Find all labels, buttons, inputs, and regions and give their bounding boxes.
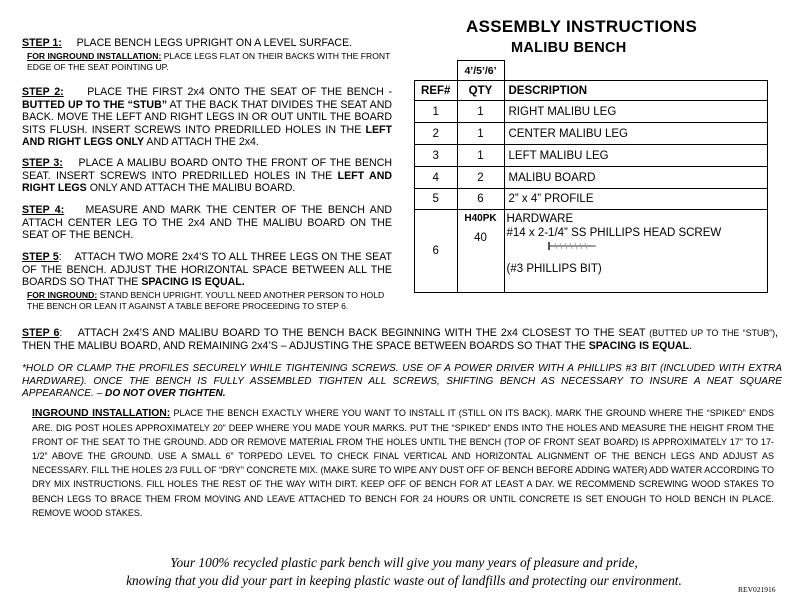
step-5-bold-1: SPACING IS EQUAL. xyxy=(141,276,245,289)
step-3-text-1: PLACE A MALIBU BOARD ONTO THE FRONT OF THE BENCH SEAT. INSERT SCREWS INTO PREDRILLED HOLES IN THE xyxy=(22,157,392,182)
step-5-note-text: STAND BENCH UPRIGHT. YOU’LL NEED ANOTHER PERSON TO HOLD THE BENCH OR LEAN IT AGAINST A TABLE BEFORE PROCEEDING TO STEP 6. xyxy=(27,289,385,312)
hardware-row xyxy=(415,210,768,293)
step-1-text: PLACE BENCH LEGS UPRIGHT ON A LEVEL SURFACE. xyxy=(76,37,353,49)
document-subtitle: MALIBU BENCH xyxy=(511,40,627,56)
inground-text: PLACE THE BENCH EXACTLY WHERE YOU WANT TO INSTALL IT (STILL ON ITS BACK). MARK THE GROUND WHERE THE “SPIKED” ENDS ARE. DIG POST HOLES APPROXIMATELY 20” DEEP WHERE YOU MADE YOUR MARKS. PUT THE “SPIKED” ENDS INTO THE HOLES AND MEASURE THE HEIGHT FROM THE FRONT OF THE SEAT TO THE GROUND. ADD OR REMOVE MATERIAL FROM THE HOLES UNTIL THE BENCH (TOP OF FRONT SEAT BOARD) IS APPROXIMATELY 17” TO 17-1/2” ABOVE THE GROUND. USE A SMALL 6” TORPEDO LEVEL TO CHECK FINAL VERTICAL AND HORIZONTAL ALIGNMENT OF THE BENCH LEGS AND ADJUST AS NECESSARY. FILL THE HOLES 2/3 FULL OF “DRY” CONCRETE MIX. (MAKE SURE TO WIPE ANY DUST OFF OF BENCH BEFORE ADDING WATER) ADD WATER ACCORDING TO DRY MIX INSTRUCTIONS. FILL HOLES THE REST OF THE WAY WITH DIRT. KEEP OFF OF BENCH FOR AT LEAST A DAY. WE RECOMMEND SCREWING WOOD STAKES TO BENCH LEGS TO BRACE THEM FROM MOVING AND LEAVE ATTACHED TO BENCH FOR 24 HOURS OR UNTIL CONCRETE IS SET ENOUGH TO HOLD BENCH IN PLACE. REMOVE WOOD STAKES. xyxy=(32,408,774,518)
hardware-desc-cell xyxy=(504,210,768,293)
step-3-bold-1: LEFT AND RIGHT LEGS xyxy=(22,169,393,195)
hardware-qty-cell xyxy=(457,210,504,293)
document-title: ASSEMBLY INSTRUCTIONS xyxy=(466,17,698,36)
revision-code: REV021916 xyxy=(738,585,776,594)
step-6 xyxy=(22,327,778,353)
step-6-text-2: , THEN THE MALIBU BOARD, AND REMAINING 2x4’S – ADJUSTING THE SPACE BETWEEN BOARDS SO THAT THE xyxy=(22,327,778,352)
desc-cell: MALIBU BOARD xyxy=(504,167,768,189)
qty-cell: 1 xyxy=(457,123,504,145)
step-6-text-1: ATTACH 2x4’S AND MALIBU BOARD TO THE BENCH BACK BEGINNING WITH THE 2x4 CLOSEST TO THE SEAT xyxy=(77,327,650,339)
step-6-text-3: . xyxy=(689,340,693,352)
qty-cell: 1 xyxy=(457,101,504,123)
step-6-bold: SPACING IS EQUAL xyxy=(588,340,690,352)
size-header: 4’/5’/6’ xyxy=(457,61,504,81)
ref-cell: 1 xyxy=(415,101,458,123)
screw-icon xyxy=(547,239,764,257)
notice-text: *HOLD OR CLAMP THE PROFILES SECURELY WHILE TIGHTENING SCREWS. USE OF A POWER DRIVER WITH A PHILLIPS #3 BIT (INCLUDED WITH EXTRA HARDWARE). ONCE THE BENCH IS FULLY ASSEMBLED TIGHTEN ALL SCREWS, SHIFTING BENCH AS NECESSARY TO INSURE A NEAT SQUARE APPEARANCE. – xyxy=(22,363,782,399)
table-row xyxy=(415,123,768,145)
desc-cell: RIGHT MALIBU LEG xyxy=(504,101,768,123)
desc-header: DESCRIPTION xyxy=(504,81,768,101)
step-2-text-2: AT THE BACK THAT DIVIDES THE SEAT AND BACK. MOVE THE LEFT AND RIGHT LEGS IN OR OUT UNTIL THE BOARD SITS FLUSH. INSERT SCREWS INTO PREDRILLED HOLES IN THE xyxy=(22,98,392,136)
step-1-note-label: FOR INGROUND INSTALLATION: xyxy=(27,50,162,61)
step-2-label: STEP 2: xyxy=(22,86,64,98)
tightening-notice xyxy=(22,363,782,401)
footer-line-1: Your 100% recycled plastic park bench will give you many years of pleasure and pride, xyxy=(170,555,638,570)
step-4-label: STEP 4: xyxy=(22,204,65,216)
hardware-screw: #14 x 2-1/4” SS PHILLIPS HEAD SCREW xyxy=(506,227,722,239)
hardware-code: H40PK xyxy=(464,213,497,224)
step-2-text-1: PLACE THE FIRST 2x4 ONTO THE SEAT OF THE BENCH - xyxy=(87,86,393,98)
ref-cell: 3 xyxy=(415,145,458,167)
inground-installation xyxy=(32,406,774,520)
hardware-title: HARDWARE xyxy=(506,213,574,225)
step-3-label: STEP 3: xyxy=(22,157,63,169)
table-row xyxy=(415,145,768,167)
table-row xyxy=(415,101,768,123)
inground-label: INGROUND INSTALLATION: xyxy=(32,408,171,419)
step-4 xyxy=(22,204,392,242)
qty-cell: 2 xyxy=(457,167,504,189)
step-6-colon: : xyxy=(59,327,63,339)
desc-cell: LEFT MALIBU LEG xyxy=(504,145,768,167)
hardware-bit: (#3 PHILLIPS BIT) xyxy=(506,263,602,275)
step-3-text-2: ONLY AND ATTACH THE MALIBU BOARD. xyxy=(86,182,296,195)
parts-table xyxy=(414,60,768,293)
blank-top xyxy=(504,61,768,81)
qty-header: QTY xyxy=(457,81,504,101)
step-5 xyxy=(22,251,392,313)
desc-cell: 2” x 4” PROFILE xyxy=(504,189,768,210)
step-5-label: STEP 5 xyxy=(22,251,59,263)
step-2 xyxy=(22,86,392,149)
ref-cell: 6 xyxy=(415,210,458,293)
ref-cell: 5 xyxy=(415,189,458,210)
step-4-text: MEASURE AND MARK THE CENTER OF THE BENCH AND ATTACH CENTER LEG TO THE 2x4 AND THE MALIBU BOARD ON THE SEAT OF THE BENCH. xyxy=(22,204,393,242)
step-1-note-text: PLACE LEGS FLAT ON THEIR BACKS WITH THE FRONT EDGE OF THE SEAT POINTING UP. xyxy=(27,50,391,73)
qty-cell: 6 xyxy=(457,189,504,210)
step-2-bold-1: BUTTED UP TO THE “STUB” xyxy=(22,98,168,111)
step-6-label: STEP 6 xyxy=(22,327,60,339)
step-2-text-3: AND ATTACH THE 2x4. xyxy=(144,136,259,149)
blank-corner xyxy=(415,61,458,81)
step-2-bold-2: LEFT AND RIGHT LEGS ONLY xyxy=(22,123,392,149)
table-row xyxy=(415,189,768,210)
step-5-note-label: FOR INGROUND: xyxy=(27,289,98,300)
step-6-small: (BUTTED UP TO THE “STUB”) xyxy=(649,328,776,338)
step-5-text-1: ATTACH TWO MORE 2x4’S TO ALL THREE LEGS ON THE SEAT OF THE BENCH. ADJUST THE HORIZONTAL SPACE BETWEEN ALL THE BOARDS SO THAT THE xyxy=(22,251,392,289)
step-3 xyxy=(22,157,392,195)
step-1 xyxy=(22,37,402,74)
desc-cell: CENTER MALIBU LEG xyxy=(504,123,768,145)
hardware-qty: 40 xyxy=(474,232,487,244)
notice-bold: DO NOT OVER TIGHTEN. xyxy=(105,388,226,399)
step-5-colon: : xyxy=(58,251,62,263)
ref-header: REF# xyxy=(415,81,458,101)
table-row xyxy=(415,167,768,189)
footer-line-2: knowing that you did your part in keeping plastic waste out of landfills and protecting our environment. xyxy=(126,573,682,588)
step-1-label: STEP 1: xyxy=(22,37,62,49)
qty-cell: 1 xyxy=(457,145,504,167)
ref-cell: 2 xyxy=(415,123,458,145)
ref-cell: 4 xyxy=(415,167,458,189)
